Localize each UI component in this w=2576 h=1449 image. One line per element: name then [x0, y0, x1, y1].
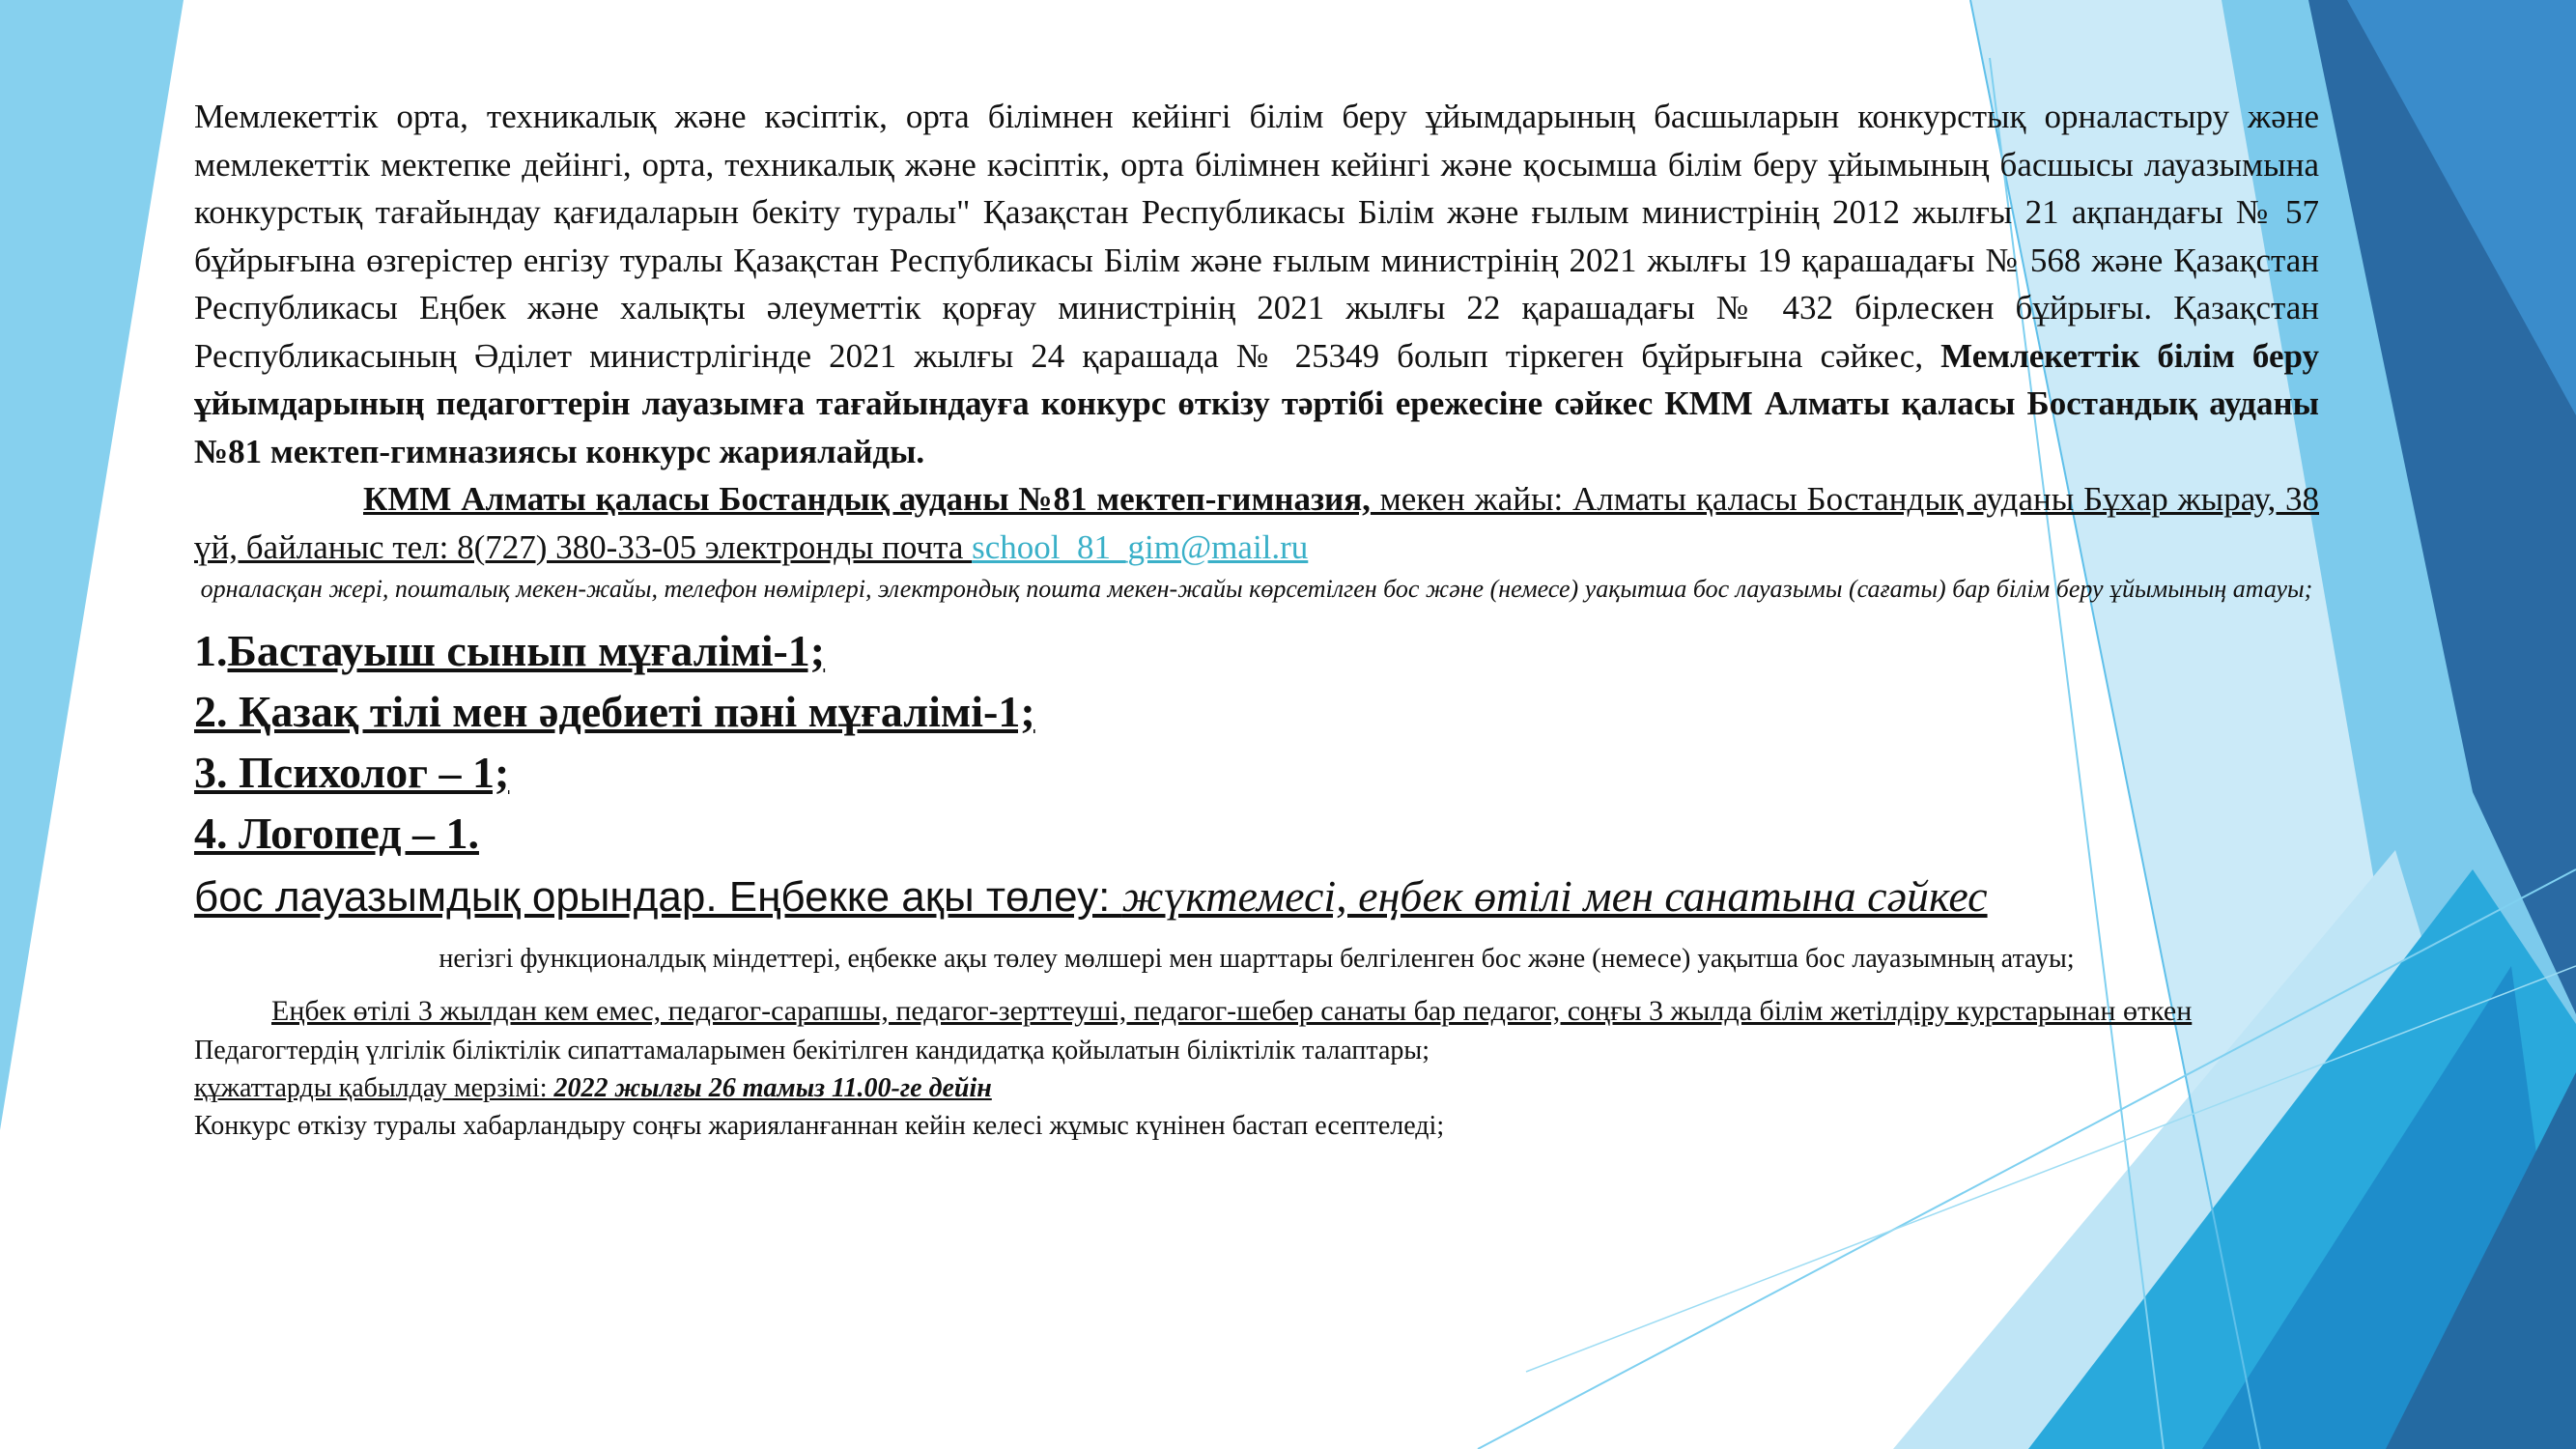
- qualification-text: Педагогтердің үлгілік біліктілік сипаттамаларымен бекітілген кандидатқа қойылатын біліктілік талаптары;: [194, 1036, 1430, 1065]
- deadline-label: құжаттарды қабылдау мерзімі:: [194, 1073, 554, 1103]
- address-text: мекен жайы: Алматы қаласы Бостандық ауданы Бұхар жырау, 38 үй, байланыс тел: 8(727) 380-33-05 электронды почта: [194, 480, 2319, 566]
- announcement: [194, 93, 2319, 1145]
- left-wedge: [0, 0, 184, 1130]
- pay-label: бос лауазымдық орындар. Еңбекке ақы төлеу:: [194, 873, 1122, 921]
- deadline-line: [194, 1069, 2319, 1107]
- footer-text: Конкурс өткізу туралы хабарландыру соңғы жарияланғаннан кейін келесі жұмыс күнінен бастап есептеледі;: [194, 1111, 1445, 1141]
- address-paragraph: [194, 475, 2319, 571]
- requirements-text: Еңбек өтілі 3 жылдан кем емес, педагог-сарапшы, педагог-зерттеуші, педагог-шебер санаты бар педагог, соңғы 3 жылда білім жетілдіру курстарынан өткен: [271, 995, 2193, 1027]
- vacancy-item: 2. Қазақ тілі мен әдебиеті пәні мұғалімі-1;: [194, 687, 1035, 736]
- email-link[interactable]: school_81_gim@mail.ru: [972, 527, 1309, 566]
- vacancy-item: 4. Логопед – 1.: [194, 809, 479, 858]
- vacancy-title: Бастауыш сынып мұғалімі-1;: [227, 626, 826, 675]
- pay-line: [194, 867, 2319, 926]
- organization-name: КММ Алматы қаласы Бостандық ауданы №81 мектеп-гимназия,: [363, 480, 1371, 518]
- vacancy-number: 1.: [194, 626, 228, 675]
- intro-bold-text: Мемлекеттік білім беру ұйымдарының педагогтерін лауазымға тағайындауға конкурс өткізу тәртібі ережесіне сәйкес КММ Алматы қаласы Бостандық ауданы №81 мектеп-гимназиясы конкурс жариялайды.: [194, 336, 2319, 470]
- vacancy-item: 3. Психолог – 1;: [194, 748, 510, 797]
- vacancy-list: [194, 620, 2319, 864]
- pay-value: жүктемесі, еңбек өтілі мен санатына сәйкес: [1121, 871, 1988, 921]
- intro-text: Мемлекеттік орта, техникалық және кәсіптік, орта білімнен кейінгі білім беру ұйымдарының басшыларын конкурстық орналастыру және мемлекеттік мектепке дейінгі, орта, техникалық және кәсіптік, орта білімнен кейінгі және қосымша білім беру ұйымының басшысы лауазымына конкурстық тағайындау қағидаларын бекіту туралы" Қазақстан Республикасы Білім және ғылым министрінің 2012 жылғы 21 ақпандағы № 57 бұйрығына өзгерістер енгізу туралы Қазақстан Республикасы Білім және ғылым министрінің 2021 жылғы 19 қарашадағы № 568 және Қазақстан Республикасы Еңбек және халықты әлеуметтік қорғау министрінің 2021 жылғы 22 қарашадағы № 432 бірлескен бұйрығы. Қазақстан Республикасының Әділет министрлігінде 2021 жылғы 24 қарашада № 25349 болып тіркеген бұйрығына сәйкес,: [194, 98, 2319, 375]
- vacancy-item: [194, 620, 2319, 681]
- deadline-value: 2022 жылғы 26 тамыз 11.00-ге дейін: [553, 1073, 992, 1103]
- duties-text: негізгі функционалдық міндеттері, еңбекке ақы төлеу мөлшері мен шарттары белгіленген бос және (немесе) уақытша бос лауазымның атауы;: [439, 944, 2075, 974]
- intro-paragraph: [194, 93, 2319, 475]
- address-hint: орналасқан жері, пошталық мекен-жайы, телефон нөмірлері, электрондық пошта мекен-жайы көрсетілген бос және (немесе) уақытша бос лауазымы (сағаты) бар білім беру ұйымының атауы;: [200, 575, 2313, 603]
